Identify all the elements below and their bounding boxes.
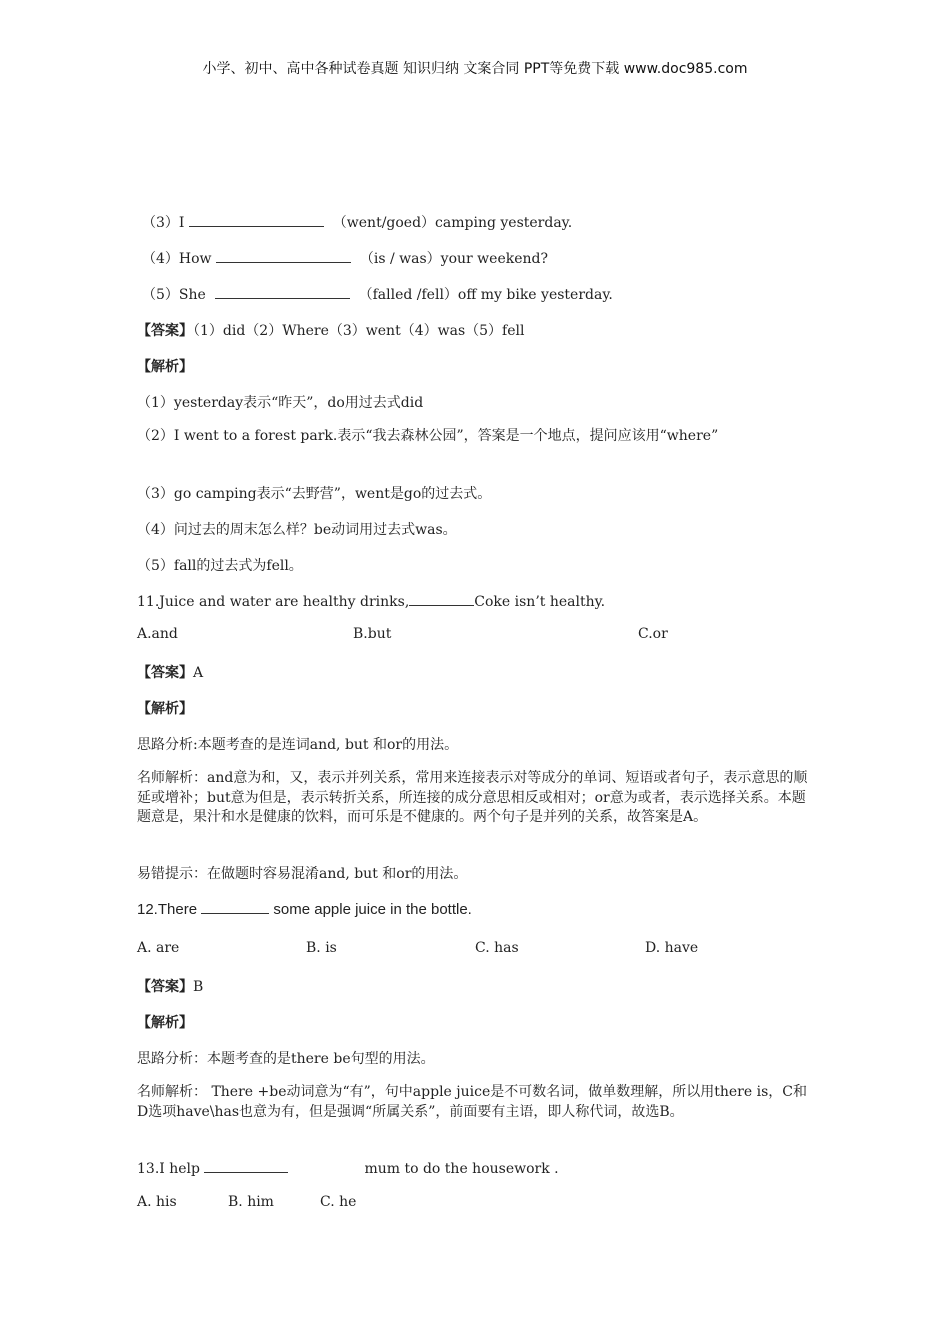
q10-item-3: （3）I （went/goed）camping yesterday. (142, 212, 572, 232)
q12-option-a[interactable]: A. are (137, 940, 180, 956)
q10-analysis-1: （1）yesterday表示“昨天”，do用过去式did (137, 395, 424, 411)
answer-blank[interactable] (204, 1158, 288, 1173)
q11-tip: 易错提示：在做题时容易混淆and, but 和or的用法。 (137, 866, 468, 882)
q12-thought: 思路分析：本题考查的是there be句型的用法。 (137, 1051, 435, 1067)
answer-blank[interactable] (215, 284, 350, 299)
q10-analysis-3: （3）go camping表示“去野营”，went是go的过去式。 (137, 486, 492, 502)
q12-option-c[interactable]: C. has (475, 940, 519, 956)
q11-answer: 【答案】A (137, 665, 204, 681)
q10-item-5: （5）She （falled /fell）off my bike yesterday. (142, 284, 613, 304)
q10-analysis-5: （5）fall的过去式为fell。 (137, 558, 303, 574)
q12-answer: 【答案】B (137, 979, 204, 995)
q11-option-c[interactable]: C.or (638, 626, 668, 642)
q10-item-4: （4）How （is / was）your weekend? (142, 248, 548, 268)
q13-option-b[interactable]: B. him (228, 1194, 274, 1210)
answer-blank[interactable] (189, 212, 324, 227)
q11-option-a[interactable]: A.and (137, 626, 178, 642)
q11-teacher: 名师解析：and意为和，又，表示并列关系，常用来连接表示对等成分的单词、短语或者句子，表示意思的顺延或增补；but意为但是，表示转折关系，所连接的成分意思相反或相对；or意为或者，表示选择关系。本题题意是，果汁和水是健康的饮料，而可乐是不健康的。两个句子是并列的关系，故答案是A。 (137, 770, 808, 825)
q11-thought: 思路分析:本题考查的是连词and, but 和or的用法。 (137, 737, 459, 753)
q12-stem: 12.There some apple juice in the bottle. (137, 901, 472, 918)
q12-option-b[interactable]: B. is (306, 940, 337, 956)
q10-answer: 【答案】（1）did（2）Where（3）went（4）was（5）fell (137, 323, 525, 339)
q11-option-b[interactable]: B.but (353, 626, 392, 642)
q11-analysis-label: 【解析】 (137, 701, 193, 717)
page-header: 小学、初中、高中各种试卷真题 知识归纳 文案合同 PPT等免费下载 www.doc985.com (202, 61, 748, 77)
q10-analysis-label: 【解析】 (137, 359, 193, 375)
q12-analysis-label: 【解析】 (137, 1015, 193, 1031)
q12-teacher: 名师解析： There +be动词意为“有”，句中apple juice是不可数名词，做单数理解，所以用there is，C和D选项have\has也意为有，但是强调“所属关系”，前面要有主语，即人称代词，故选B。 (137, 1084, 807, 1120)
q13-stem: 13.I help mum to do the housework . (137, 1158, 559, 1177)
answer-blank[interactable] (216, 248, 351, 263)
q12-option-d[interactable]: D. have (645, 940, 699, 956)
q11-stem: 11.Juice and water are healthy drinks, Coke isn’t healthy. (137, 591, 605, 610)
q13-option-a[interactable]: A. his (137, 1194, 177, 1210)
q10-analysis-4: （4）问过去的周末怎么样？be动词用过去式was。 (137, 522, 457, 538)
answer-blank[interactable] (409, 591, 474, 606)
q10-analysis-2: （2）I went to a forest park.表示“我去森林公园”，答案是一个地点，提问应该用“where” (137, 428, 719, 444)
answer-blank[interactable] (201, 899, 269, 914)
q13-option-c[interactable]: C. he (320, 1194, 357, 1210)
